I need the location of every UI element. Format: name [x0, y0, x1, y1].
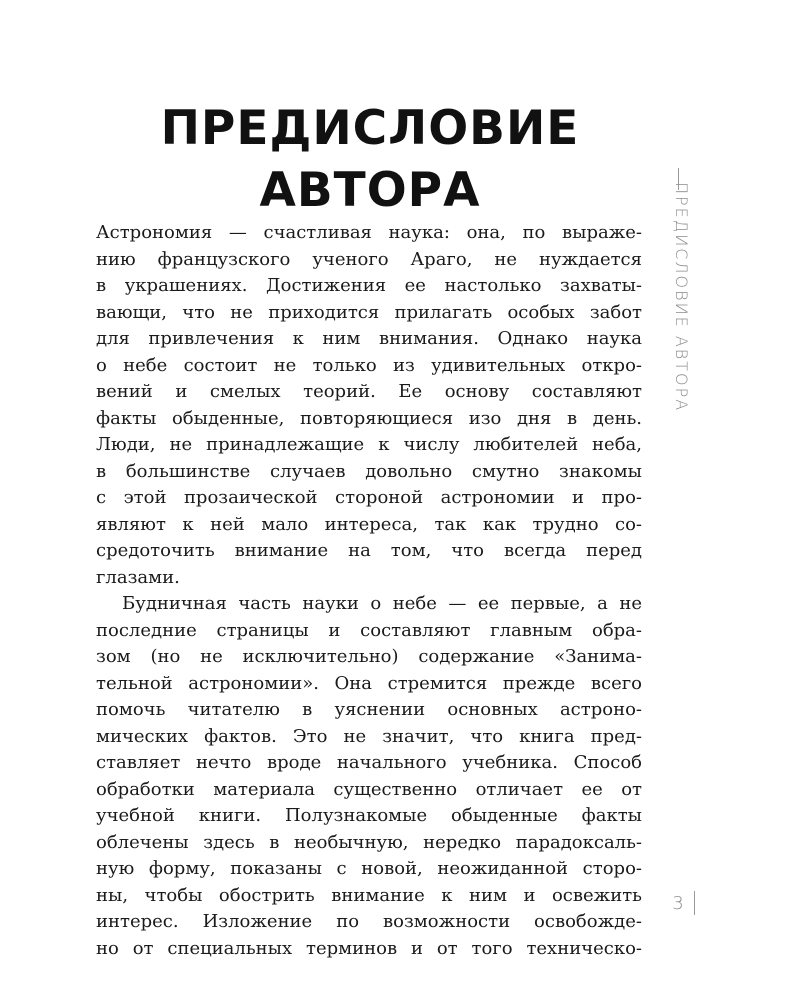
text-line: для привлечения к ним внимания. Однако наука: [96, 328, 642, 349]
text-line: глазами.: [96, 566, 180, 588]
text-line: ную форму, показаны с новой, неожиданной сторо-: [96, 858, 642, 879]
text-line: но от специальных терминов и от того техническо-: [96, 937, 642, 959]
text-line: с этой прозаической стороной астрономии и про-: [96, 487, 642, 508]
body-text: [96, 220, 642, 962]
text-line: обработки материала существенно отличает ее от: [96, 778, 642, 800]
paragraph-1: [96, 220, 642, 591]
text-line: нию французского ученого Араго, не нуждается: [96, 248, 642, 270]
chapter-title-line: ПРЕДИСЛОВИЕ: [160, 101, 580, 156]
text-line: тельной астрономии». Она стремится прежде всего: [96, 672, 642, 694]
chapter-title-line: АВТОРА: [259, 163, 481, 218]
text-line: Люди, не принадлежащие к числу любителей неба,: [96, 434, 642, 455]
side-running-header: ПРЕДИСЛОВИЕ АВТОРА: [672, 182, 691, 413]
text-line: интерес. Изложение по возможности освобожде-: [96, 911, 642, 932]
text-line: облечены здесь в необычную, нередко парадоксаль-: [96, 831, 642, 853]
text-line: вающи, что не приходится прилагать особых забот: [96, 301, 642, 323]
page-number-rule: [694, 891, 695, 915]
paragraph-2: [96, 591, 642, 962]
chapter-title: [70, 98, 670, 222]
text-line: в большинстве случаев довольно смутно знакомы: [96, 460, 642, 482]
text-line: являют к ней мало интереса, так как трудно со-: [96, 513, 642, 535]
text-line: учебной книги. Полузнакомые обыденные факты: [96, 805, 642, 826]
text-line: средоточить внимание на том, что всегда перед: [96, 540, 642, 561]
text-line: ны, чтобы обострить внимание к ним и освежить: [96, 884, 642, 906]
text-line: Астрономия — счастливая наука: она, по выраже-: [96, 222, 642, 243]
text-line: факты обыденные, повторяющиеся изо дня в день.: [96, 407, 642, 429]
text-line: Будничная часть науки о небе — ее первые, а не: [122, 593, 642, 614]
text-line: вений и смелых теорий. Ее основу составляют: [96, 381, 642, 402]
page-number: 3: [672, 893, 684, 914]
text-line: зом (но не исключительно) содержание «Занима-: [96, 646, 642, 667]
text-line: последние страницы и составляют главным обра-: [96, 619, 642, 641]
text-line: о небе состоит не только из удивительных откро-: [96, 354, 642, 376]
text-line: ставляет нечто вроде начального учебника. Способ: [96, 752, 642, 773]
text-line: мических фактов. Это не значит, что книга пред-: [96, 725, 642, 747]
text-line: в украшениях. Достижения ее настолько захваты-: [96, 275, 642, 296]
text-line: помочь читателю в уяснении основных астроно-: [96, 699, 642, 720]
